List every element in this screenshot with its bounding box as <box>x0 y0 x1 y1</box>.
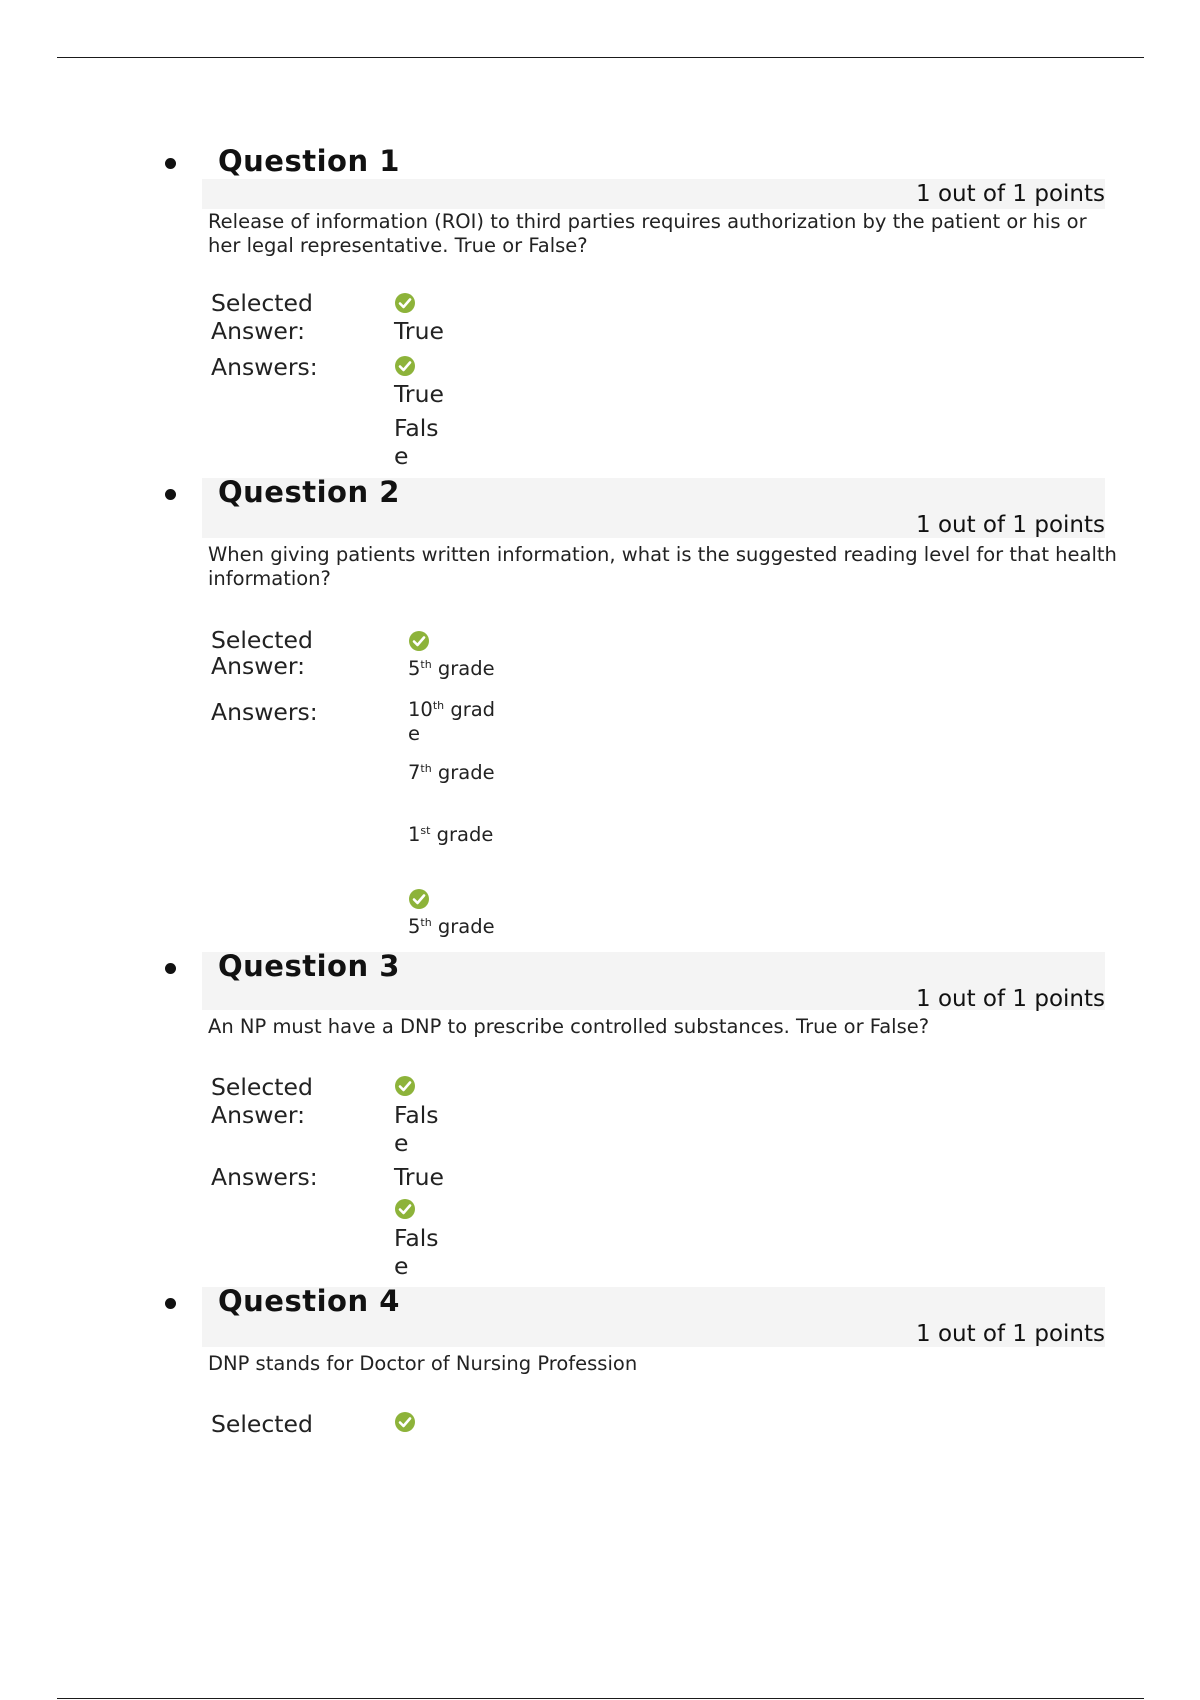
question-2-selected-answer: 5th grade <box>408 657 495 680</box>
question-2-prompt: When giving patients written information, what is the suggested reading level for that health information? <box>208 543 1117 590</box>
check-icon <box>408 888 430 910</box>
question-3-answer-option: False <box>394 1224 439 1280</box>
question-4-points: 1 out of 1 points <box>916 1321 1105 1347</box>
question-1-points: 1 out of 1 points <box>916 181 1105 207</box>
question-2-answer-option: 1st grade <box>408 823 494 846</box>
question-4-title: Question 4 <box>218 1284 400 1318</box>
question-1-answer-option: False <box>394 414 439 470</box>
question-2-answer-option: 7th grade <box>408 761 495 784</box>
question-3-prompt: An NP must have a DNP to prescribe controlled substances. True or False? <box>208 1015 930 1038</box>
question-2-answer-option: 5th grade <box>408 915 495 938</box>
check-icon <box>394 355 416 377</box>
header-rule <box>57 57 1144 58</box>
check-icon <box>408 630 430 652</box>
question-3-selected-label: Selected Answer: <box>211 1073 313 1129</box>
question-3-answer-option: True <box>394 1163 444 1191</box>
check-icon <box>394 1075 416 1097</box>
question-2-answer-option: 10th grade <box>408 698 496 745</box>
question-1-bullet <box>165 158 176 169</box>
question-2-answers-label: Answers: <box>211 698 318 726</box>
question-3-selected-answer: False <box>394 1101 439 1157</box>
question-2-bullet <box>165 489 176 500</box>
question-3-answers-label: Answers: <box>211 1163 318 1191</box>
question-4-bullet <box>165 1298 176 1309</box>
question-1-answers-label: Answers: <box>211 353 318 381</box>
question-4-prompt: DNP stands for Doctor of Nursing Profession <box>208 1352 638 1375</box>
question-1-prompt: Release of information (ROI) to third parties requires authorization by the patient or his or her legal representative. True or False? <box>208 210 1087 257</box>
question-2-points: 1 out of 1 points <box>916 512 1105 538</box>
question-1-answer-option: True <box>394 380 444 408</box>
question-1-selected-answer: True <box>394 317 444 345</box>
check-icon <box>394 1198 416 1220</box>
question-3-title: Question 3 <box>218 949 400 983</box>
question-2-selected-label: Selected Answer: <box>211 626 313 680</box>
footer-rule <box>57 1698 1144 1699</box>
question-3-points: 1 out of 1 points <box>916 986 1105 1012</box>
check-icon <box>394 1411 416 1433</box>
question-4-selected-label: Selected <box>211 1410 313 1438</box>
question-3-bullet <box>165 963 176 974</box>
question-2-title: Question 2 <box>218 475 400 509</box>
question-1-title: Question 1 <box>218 144 400 178</box>
question-1-selected-label: Selected Answer: <box>211 289 313 345</box>
check-icon <box>394 292 416 314</box>
